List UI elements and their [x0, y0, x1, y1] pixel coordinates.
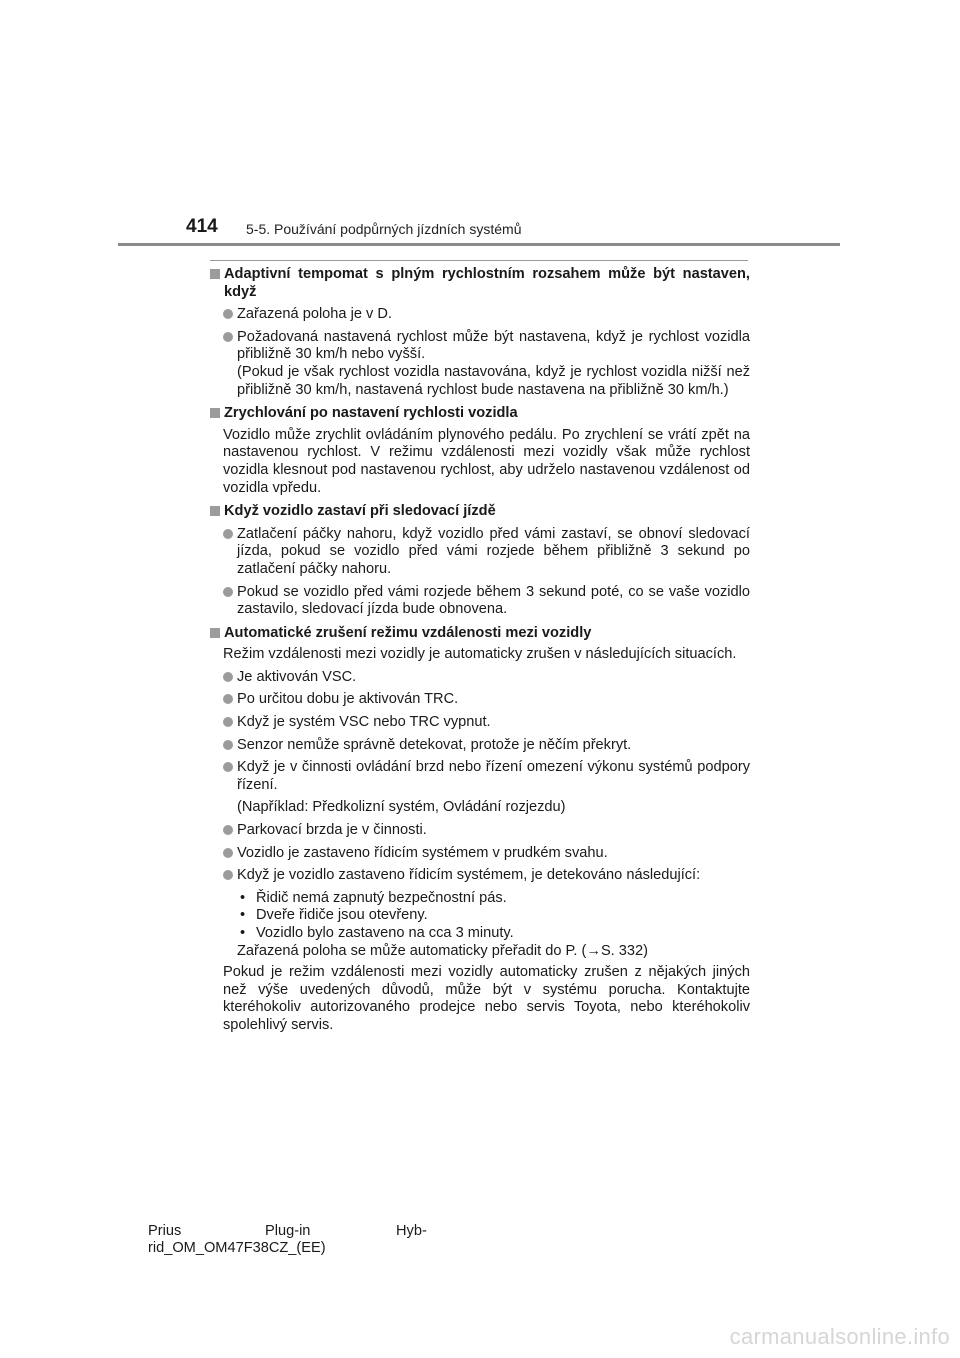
content-divider — [210, 260, 748, 261]
paragraph: Vozidlo může zrychlit ovládáním plynového pedálu. Po zrychlení se vrátí zpět na nastavenou rychlost. V režimu vzdálenosti mezi vozidly však může rychlost vozidla klesnout pod nastavenou rychlost, aby udrželo nastavenou vzdálenost od vozidla vpředu. — [223, 426, 750, 496]
list-item: Požadovaná nastavená rychlost může být nastavena, když je rychlost vozidla přibližně 30 km/h nebo vyšší. (Pokud je však rychlost vozidla nastavována, když je rychlost vozidla nižší než přibližně 30 km/h, nastavená rychlost bude nastavena na přibližně 30 km/h.) — [210, 329, 750, 399]
section-heading: Automatické zrušení režimu vzdálenosti mezi vozidly — [210, 625, 750, 643]
list-item: Vozidlo je zastaveno řídicím systémem v prudkém svahu. — [210, 845, 750, 863]
circle-bullet-icon — [223, 309, 233, 319]
page-reference-note: Zařazená poloha se může automaticky přeřadit do P. (→S. 332) — [237, 942, 649, 959]
sub-list-item: • Dveře řidiče jsou otevřeny. — [240, 907, 428, 924]
circle-bullet-icon — [223, 672, 233, 682]
section-heading: Zrychlování po nastavení rychlosti vozidla — [210, 405, 750, 423]
page-number: 414 — [186, 216, 218, 237]
sub-list-item: • Řidič nemá zapnutý bezpečnostní pás. — [240, 889, 507, 906]
list-item: Zařazená poloha je v D. — [210, 306, 750, 324]
section-heading: Když vozidlo zastaví při sledovací jízdě — [210, 503, 750, 521]
circle-bullet-icon — [223, 762, 233, 772]
circle-bullet-icon — [223, 870, 233, 880]
list-item: Když je systém VSC nebo TRC vypnut. — [210, 714, 750, 732]
sub-list-item: • Vozidlo bylo zastaveno na cca 3 minuty. — [240, 925, 514, 941]
footer: Prius Plug-in Hyb- rid_OM_OM47F38CZ_(EE) — [148, 1223, 427, 1256]
section-heading: Adaptivní tempomat s plným rychlostním rozsahem může být nastaven, když — [210, 266, 750, 301]
list-item: Zatlačení páčky nahoru, když vozidlo před vámi zastaví, se obnoví sledovací jízda, pokud se vozidlo před vámi rozjede během přibližně 3 sekund po zatlačení páčky nahoru. — [210, 526, 750, 579]
list-item: Senzor nemůže správně detekovat, protože je něčím překryt. — [210, 737, 750, 755]
circle-bullet-icon — [223, 740, 233, 750]
circle-bullet-icon — [223, 694, 233, 704]
circle-bullet-icon — [223, 529, 233, 539]
circle-bullet-icon — [223, 717, 233, 727]
example-note: (Například: Předkolizní systém, Ovládání rozjezdu) — [237, 799, 566, 816]
page-content — [210, 266, 750, 1035]
circle-bullet-icon — [223, 848, 233, 858]
circle-bullet-icon — [223, 587, 233, 597]
header-divider — [118, 243, 840, 246]
list-item: Je aktivován VSC. — [210, 669, 750, 687]
sub-list — [210, 890, 750, 943]
list-item: Když je vozidlo zastaveno řídicím systémem, je detekováno následující: — [210, 867, 750, 885]
circle-bullet-icon — [223, 332, 233, 342]
note-text: (Pokud je však rychlost vozidla nastavována, když je rychlost vozidla nižší než přibližně 30 km/h, nastavená rychlost bude nastavena na přibližně 30 km/h.) — [237, 363, 750, 398]
list-item: Po určitou dobu je aktivován TRC. — [210, 691, 750, 709]
list-item: Když je v činnosti ovládání brzd nebo řízení omezení výkonu systémů podpory řízení. — [210, 759, 750, 794]
paragraph: Režim vzdálenosti mezi vozidly je automaticky zrušen v následujících situacích. — [223, 646, 737, 663]
watermark: carmanualsonline.info — [729, 1324, 950, 1349]
square-bullet-icon — [210, 269, 220, 279]
chapter-title: 5-5. Používání podpůrných jízdních systémů — [246, 221, 522, 237]
square-bullet-icon — [210, 628, 220, 638]
square-bullet-icon — [210, 506, 220, 516]
list-item: Pokud se vozidlo před vámi rozjede během 3 sekund poté, co se vaše vozidlo zastavilo, sledovací jízda bude obnovena. — [210, 584, 750, 619]
circle-bullet-icon — [223, 825, 233, 835]
list-item: Parkovací brzda je v činnosti. — [210, 822, 750, 840]
paragraph: Pokud je režim vzdálenosti mezi vozidly automaticky zrušen z nějakých jiných než výše uvedených důvodů, může být v systému porucha. Kontaktujte kteréhokoliv autorizovaného prodejce nebo servis Toyota, nebo kteréhokoliv spolehlivý servis. — [223, 964, 750, 1033]
square-bullet-icon — [210, 408, 220, 418]
